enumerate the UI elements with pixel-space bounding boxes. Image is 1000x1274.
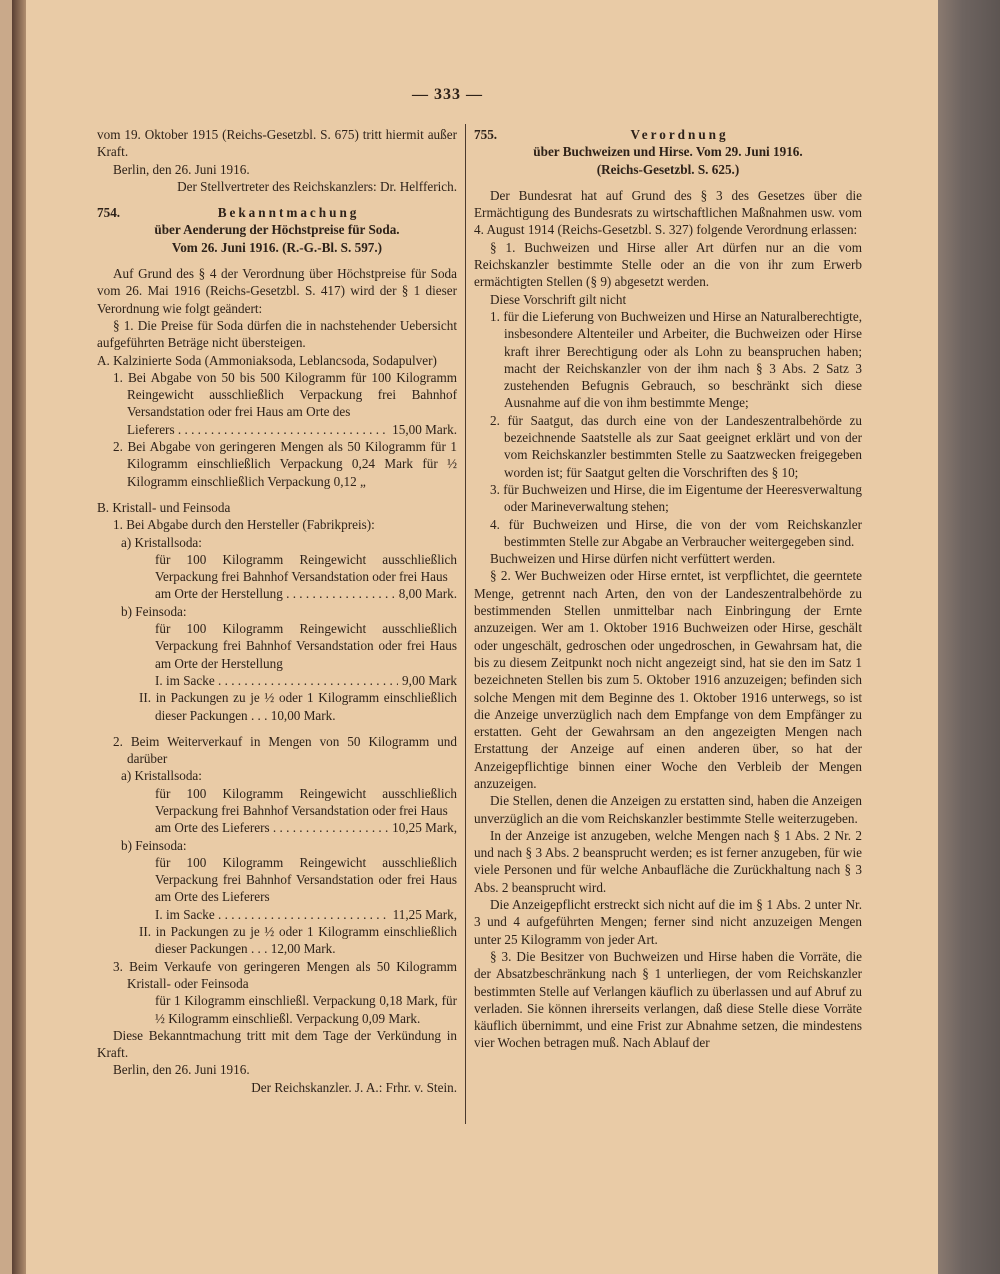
left-column [97,126,457,1096]
price-label: Lieferers . . . [127,421,388,438]
paragraph: In der Anzeige ist anzugeben, welche Mengen nach § 1 Abs. 2 Nr. 2 und nach § 3 Abs. 2 beansprucht werden; es ist ferner anzugeben, für wie viele Personen und für welche Anbaufläche die Zurückhaltung nach § 3 Abs. 2 beansprucht wird. [474,827,862,895]
paragraph: a) Kristallsoda: [121,768,202,784]
paragraph: 2. Bei Abgabe von geringeren Mengen als 50 Kilogramm für 1 Kilogramm einschließlich Verpackung 0,24 Mark für ½ Kilogramm einschließlich Verpackung 0,12 „ [113,439,457,489]
price-amount: 10,25 Mark, [392,820,457,836]
paragraph: B. Kristall- und Feinsoda [97,499,231,515]
price-label: I. im Sacke . . . [155,672,398,689]
section-title: Verordnung [630,127,729,142]
paragraph: für 1 Kilogramm einschließl. Verpackung 0,18 Mark, für ½ Kilogramm einschließl. Verpackung 0,09 Mark. [155,993,457,1026]
paragraph: Auf Grund des § 4 der Verordnung über Höchstpreise für Soda vom 26. Mai 1916 (Reichs-Gesetzbl. S. 417) wird der § 1 dieser Verordnung wie folgt geändert: [97,266,457,316]
paragraph: 3. für Buchweizen und Hirse, die im Eigentume der Heeresverwaltung oder Marineverwaltung stehen; [490,481,862,515]
paragraph: II. in Packungen zu je ½ oder 1 Kilogramm einschließlich dieser Packungen . . . 12,00 Mark. [139,924,457,957]
price-line [97,906,457,923]
paragraph: Der Stellvertreter des Reichskanzlers: Dr. Helfferich. [177,178,457,194]
page-number: — 333 — [412,86,483,103]
paragraph: 1. Bei Abgabe durch den Hersteller (Fabrikpreis): [113,517,375,533]
paragraph: für 100 Kilogramm Reingewicht ausschließlich Verpackung frei Bahnhof Versandstation oder frei Haus am Orte des Lieferers [155,854,457,905]
paragraph: § 1. Die Preise für Soda dürfen die in nachstehender Uebersicht aufgeführten Beträge nicht übersteigen. [97,317,457,351]
paragraph: Diese Bekanntmachung tritt mit dem Tage der Verkündung in Kraft. [97,1027,457,1061]
paragraph: Berlin, den 26. Juni 1916. [113,1062,250,1078]
paragraph: 2. für Saatgut, das durch eine von der Landeszentralbehörde zu bezeichnende Saatstelle als zur Saat geeignet erklärt und von der vom Reichskanzler bestimmten Stelle zu Saatzwecken freigegeben worden ist; für Saatgut gelten die Vorschriften des § 10; [490,412,862,480]
paragraph: b) Feinsoda: [121,603,187,619]
paragraph: 4. für Buchweizen und Hirse, die von der vom Reichskanzler bestimmten Stelle zur Abgabe an Verbraucher weitergegeben sind. [490,516,862,549]
column-divider [465,124,466,1124]
paragraph: Die Stellen, denen die Anzeigen zu erstatten sind, haben die Anzeigen unverzüglich an die vom Reichskanzler bestimmte Stelle weiterzugeben. [474,793,862,826]
price-amount: 8,00 Mark. [398,586,457,602]
price-amount: 11,25 Mark, [392,906,457,922]
right-column [474,126,862,1052]
paragraph: 3. Beim Verkaufe von geringeren Mengen als 50 Kilogramm Kristall- oder Feinsoda [113,958,457,991]
paragraph: Der Bundesrat hat auf Grund des § 3 des Gesetzes über die Ermächtigung des Bundesrats zu wirtschaftlichen Maßnahmen usw. vom 4. August 1914 (Reichs-Gesetzbl. S. 327) folgende Verordnung erlassen: [474,187,862,238]
paragraph: Diese Vorschrift gilt nicht [490,291,627,307]
book-edge [12,0,26,1274]
paragraph: für 100 Kilogramm Reingewicht ausschließlich Verpackung frei Bahnhof Versandstation oder frei Haus [155,551,457,585]
paragraph: für 100 Kilogramm Reingewicht ausschließlich Verpackung frei Bahnhof Versandstation oder frei Haus am Orte der Herstellung [155,621,457,671]
section-heading [474,126,862,143]
section-title: Bekanntmachung [217,205,360,221]
book-binding [938,0,1000,1274]
paragraph: Buchweizen und Hirse dürfen nicht verfüttert werden. [490,551,776,567]
paragraph: Vom 26. Juni 1916. (R.-G.-Bl. S. 597.) [171,239,383,255]
price-label: I. im Sacke . . . [155,906,389,923]
paragraph: 2. Beim Weiterverkauf in Mengen von 50 Kilogramm und darüber [113,733,457,767]
section-number: 755. [474,127,498,142]
section-number: 754. [97,205,121,221]
paragraph: § 3. Die Besitzer von Buchweizen und Hirse haben die Vorräte, die der Absatzbeschränkung nach § 1 unterliegen, der vom Reichskanzler bestimmten Stelle auf Verlangen käuflich zu überlassen und auf Abruf zu verladen. Sie können ihrerseits verlangen, daß diese Stelle diese Vorräte käuflich übernimmt, und eine Frist zur Abnahme setzen, die mindestens vier Wochen betragen muß. Nach Ablauf der [474,948,862,1051]
paragraph: § 1. Buchweizen und Hirse aller Art dürfen nur an die vom Reichskanzler bestimmte Stelle oder an die von ihr zum Erwerb ermächtigten Stellen (§ 9) abgesetzt werden. [474,239,862,290]
price-line [97,585,457,602]
paragraph: a) Kristallsoda: [121,534,202,550]
price-amount: 15,00 Mark. [392,421,457,437]
paragraph: für 100 Kilogramm Reingewicht ausschließlich Verpackung frei Bahnhof Versandstation oder frei Haus [155,785,457,818]
paragraph: vom 19. Oktober 1915 (Reichs-Gesetzbl. S. 675) tritt hiermit außer Kraft. [97,127,457,160]
paragraph: A. Kalzinierte Soda (Ammoniaksoda, Leblancsoda, Sodapulver) [97,352,437,368]
paragraph: b) Feinsoda: [121,837,187,853]
paragraph: über Buchweizen und Hirse. Vom 29. Juni 1916. [533,144,803,160]
paragraph: (Reichs-Gesetzbl. S. 625.) [596,161,740,177]
price-line [97,819,457,836]
paragraph: 1. Bei Abgabe von 50 bis 500 Kilogramm für 100 Kilogramm Reingewicht ausschließlich Verpackung frei Bahnhof Versandstation oder frei Haus am Orte des [113,369,457,420]
paragraph: Die Anzeigepflicht erstreckt sich nicht auf die im § 1 Abs. 2 unter Nr. 3 und 4 aufgeführten Mengen; ferner sind nicht anzuzeigen Mengen unter 25 Kilogramm von jeder Art. [474,897,862,947]
paragraph: II. in Packungen zu je ½ oder 1 Kilogramm einschließlich dieser Packungen . . . 10,00 Mark. [139,690,457,723]
price-line [97,672,457,689]
section-heading [97,204,457,221]
price-amount: 9,00 Mark [402,672,457,688]
paragraph: § 2. Wer Buchweizen oder Hirse erntet, ist verpflichtet, die geerntete Menge, getrennt nach Arten, den von der Landeszentralbehörde zu bestimmenden Stellen unmittelbar nach Einbringung der Ernte anzuzeigen. Wer am 1. Oktober 1916 Buchweizen oder Hirse, geschält oder ungeschält, gedroschen oder ungedroschen, in Gewahrsam hat, die bis zu diesem Zeitpunkt noch nicht angezeigt sind, hat sie den im Satz 1 bezeichneten Stellen bis zum 5. Oktober 1916 anzuzeigen; befinden sich solche Mengen mit dem Beginne des 1. Oktober 1916 unterwegs, so ist die Anzeige unverzüglich nach dem Empfange von dem Empfänger zu erstatten. Geht der Gewahrsam an den angezeigten Mengen nach Erstattung der Anzeige auf einen anderen über, so hat der Anzeigepflichtige binnen einer Woche den Verbleib der Mengen anzuzeigen. [474,568,862,791]
price-line [97,421,457,438]
scanned-page [12,0,940,1274]
paragraph: Der Reichskanzler. J. A.: Frhr. v. Stein. [251,1079,457,1095]
paragraph: Berlin, den 26. Juni 1916. [113,161,250,177]
price-label: am Orte der Herstellung . . . [155,585,395,602]
paragraph: über Aenderung der Höchstpreise für Soda. [154,222,400,238]
price-label: am Orte des Lieferers . . . [155,819,388,836]
paragraph: 1. für die Lieferung von Buchweizen und Hirse an Naturalberechtigte, insbesondere Altenteiler und Arbeiter, die Buchweizen oder Hirse kraft ihrer Berechtigung oder als Lohn zu beanspruchen haben; macht der Reichskanzler von der ihm nach § 3 Abs. 2 Satz 3 zustehenden Befugnis Gebrauch, so beschränkt sich diese Ausnahme auf die von ihm bestimmte Menge; [490,308,862,411]
